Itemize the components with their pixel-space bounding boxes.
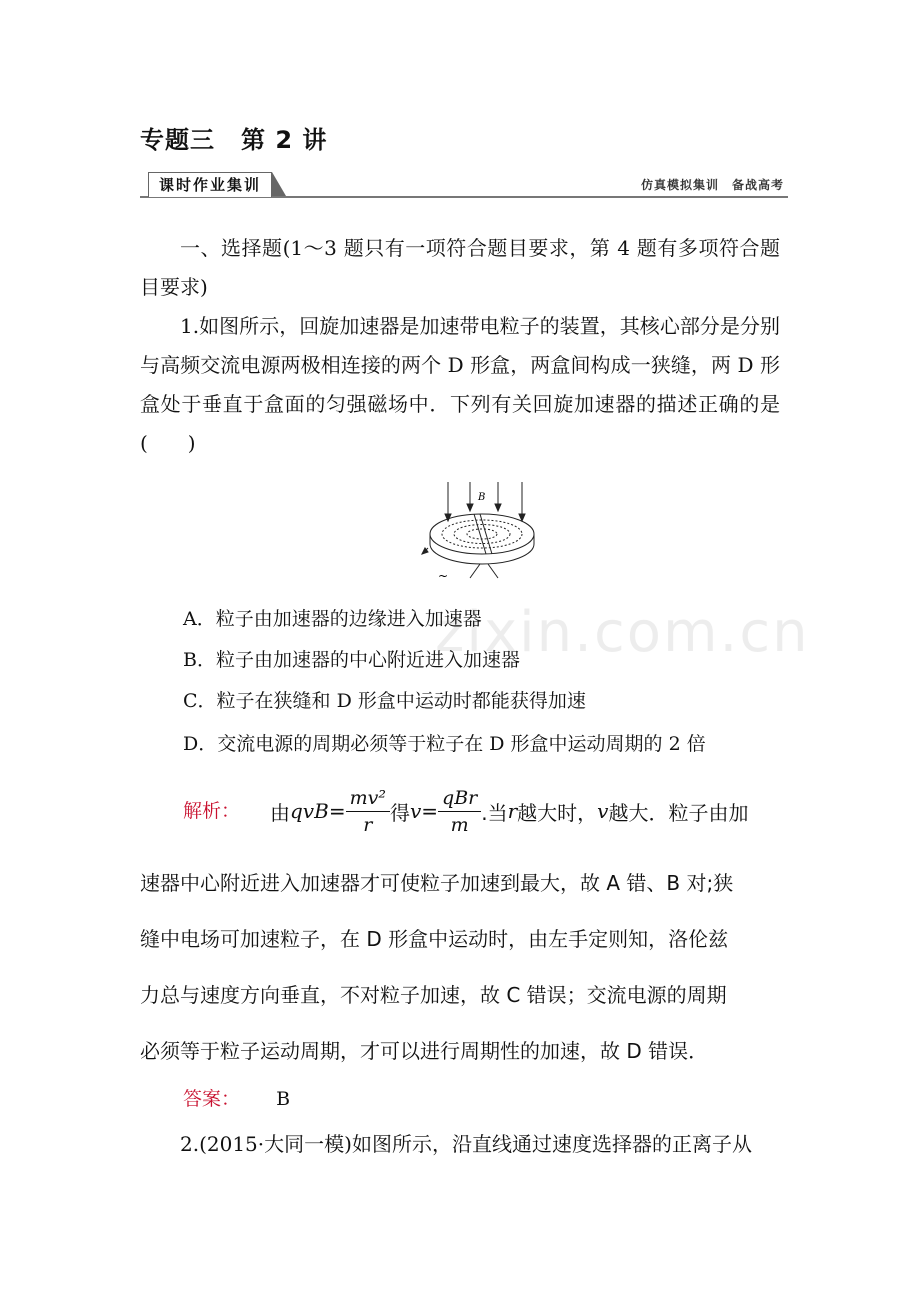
section-banner <box>140 172 788 198</box>
fraction-qbr-over-m <box>438 785 481 838</box>
question-1-stem <box>140 307 780 463</box>
analysis-first-line <box>140 778 782 848</box>
question-2-stem <box>140 1125 780 1164</box>
banner-corner-icon <box>272 172 286 196</box>
fraction-1-denominator: r <box>363 813 373 836</box>
answer-value: B <box>276 1088 291 1110</box>
analysis-line-5: 必须等于粒子运动周期，才可以进行周期性的加速，故 D 错误． <box>140 1039 709 1063</box>
fraction-2-numerator: qBr <box>442 786 478 809</box>
analysis-line-3: 缝中电场可加速粒子，在 D 形盒中运动时，由左手定则知，洛伦兹 <box>140 927 729 951</box>
var-r: r <box>507 799 518 823</box>
eq-mid-text: 得 <box>389 800 410 825</box>
field-label-b: B <box>478 492 486 503</box>
analysis-tail-3: 越大．粒子由加 <box>608 800 749 825</box>
banner-tag: 课时作业集训 <box>148 172 272 197</box>
ac-source-symbol: ~ <box>438 569 449 583</box>
answer-label: 答案： <box>183 1088 241 1110</box>
eq-v: v <box>409 799 422 823</box>
section-heading <box>140 229 780 307</box>
analysis-equation <box>270 778 748 844</box>
fraction-1-numerator: mv² <box>349 786 386 809</box>
cyclotron-figure <box>420 478 540 586</box>
fraction-2-denominator: m <box>450 813 469 836</box>
analysis-pre: 由 <box>270 800 290 825</box>
analysis-tail-2: 越大时， <box>517 800 598 825</box>
banner-slogan: 仿真模拟集训 备战高考 <box>640 178 784 192</box>
question-2-stem-text: 2.(2015·大同一模)如图所示，沿直线通过速度选择器的正离子从 <box>180 1132 752 1156</box>
answer-line <box>183 1084 290 1114</box>
eq-lhs: qvB <box>290 799 329 823</box>
eq-sign-2: = <box>421 799 439 823</box>
analysis-label: 解析： <box>183 800 241 822</box>
section-heading-text: 一、选择题(1～3 题只有一项符合题目要求，第 4 题有多项符合题目要求) <box>140 236 780 299</box>
option-c: C．粒子在狭缝和 D 形盒中运动时都能获得加速 <box>183 690 586 712</box>
title-topic: 专题三 <box>140 126 215 154</box>
analysis-tail-1: .当 <box>481 800 508 825</box>
eq-sign-1: = <box>328 799 346 823</box>
title-lecture: 第 2 讲 <box>241 126 328 154</box>
analysis-line-2: 速器中心附近进入加速器才可使粒子加速到最大，故 A 错、B 对;狭 <box>140 871 734 895</box>
var-v: v <box>597 799 609 823</box>
option-a: A．粒子由加速器的边缘进入加速器 <box>183 608 482 630</box>
option-b: B．粒子由加速器的中心附近进入加速器 <box>183 649 520 671</box>
watermark: zixin.com.cn <box>435 600 810 665</box>
fraction-mv2-over-r <box>346 785 390 838</box>
question-1-stem-text: 1.如图所示，回旋加速器是加速带电粒子的装置，其核心部分是分别与高频交流电源两极相连接的两个 D 形盒，两盒间构成一狭缝，两 D 形盒处于垂直于盒面的匀强磁场中．下列有关回旋加速器的描述正确的是( ) <box>140 314 780 455</box>
analysis-line-4: 力总与速度方向垂直，不对粒子加速，故 C 错误；交流电源的周期 <box>140 983 727 1007</box>
option-d: D．交流电源的周期必须等于粒子在 D 形盒中运动周期的 2 倍 <box>183 733 706 755</box>
page-title <box>140 120 327 155</box>
